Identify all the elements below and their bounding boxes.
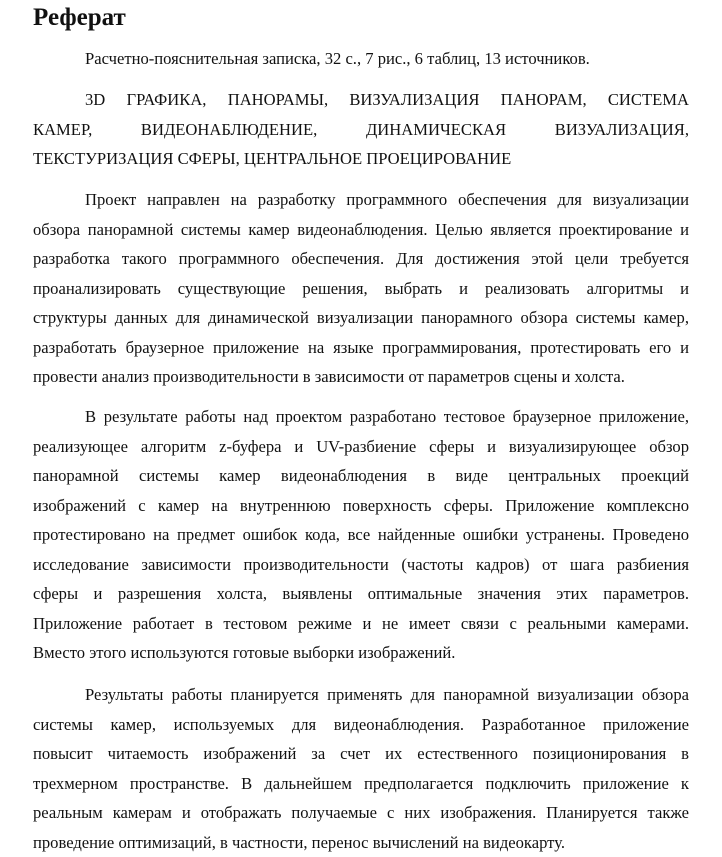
text-line: Результаты работы планируется применять для панорамной визуализации обзора [33, 680, 689, 710]
text-line: Расчетно-пояснительная записка, 32 с., 7 рис., 6 таблиц, 13 источников. [33, 44, 689, 74]
text-line: исследование зависимости производительности (частоты кадров) от шага разбиения [33, 550, 689, 580]
text-line: обзора панорамной системы камер видеонаблюдения. Целью является проектирование и [33, 215, 689, 245]
text-line: структуры данных для динамической визуализации панорамного обзора системы камер, [33, 303, 689, 333]
text-line: панорамной системы камер видеонаблюдения в виде центральных проекций [33, 461, 689, 491]
text-line: реальным камерам и отображать получаемые с них изображения. Планируется также [33, 798, 689, 828]
text-line: В результате работы над проектом разработано тестовое браузерное приложение, [33, 402, 689, 432]
text-line: разработка такого программного обеспечения. Для достижения этой цели требуется [33, 244, 689, 274]
paragraph [33, 185, 689, 392]
text-line: разработать браузерное приложение на языке программирования, протестировать его и [33, 333, 689, 363]
text-line: 3D ГРАФИКА, ПАНОРАМЫ, ВИЗУАЛИЗАЦИЯ ПАНОРАМ, СИСТЕМА [33, 85, 689, 115]
text-line: протестировано на предмет ошибок кода, все найденные ошибки устранены. Проведено [33, 520, 689, 550]
text-line: Проект направлен на разработку программного обеспечения для визуализации [33, 185, 689, 215]
text-line: сферы и разрешения холста, выявлены оптимальные значения этих параметров. [33, 579, 689, 609]
text-line: ТЕКСТУРИЗАЦИЯ СФЕРЫ, ЦЕНТРАЛЬНОЕ ПРОЕЦИРОВАНИЕ [33, 144, 689, 174]
text-line: системы камер, используемых для видеонаблюдения. Разработанное приложение [33, 710, 689, 740]
text-line: трехмерном пространстве. В дальнейшем предполагается подключить приложение к [33, 769, 689, 799]
text-line: проанализировать существующие решения, выбрать и реализовать алгоритмы и [33, 274, 689, 304]
text-line: повысит читаемость изображений за счет их естественного позиционирования в [33, 739, 689, 769]
text-line: Вместо этого используются готовые выборки изображений. [33, 638, 689, 668]
text-line: реализующее алгоритм z-буфера и UV-разбиение сферы и визуализирующее обзор [33, 432, 689, 462]
text-line: провести анализ производительности в зависимости от параметров сцены и холста. [33, 362, 689, 392]
paragraph [33, 44, 689, 74]
text-line: КАМЕР, ВИДЕОНАБЛЮДЕНИЕ, ДИНАМИЧЕСКАЯ ВИЗУАЛИЗАЦИЯ, [33, 115, 689, 145]
page-title: Реферат [33, 4, 126, 32]
text-line: Приложение работает в тестовом режиме и не имеет связи с реальными камерами. [33, 609, 689, 639]
text-line: изображений с камер на внутреннюю поверхность сферы. Приложение комплексно [33, 491, 689, 521]
paragraph [33, 680, 689, 857]
paragraph [33, 85, 689, 174]
paragraph [33, 402, 689, 668]
text-line: проведение оптимизаций, в частности, перенос вычислений на видеокарту. [33, 828, 689, 857]
